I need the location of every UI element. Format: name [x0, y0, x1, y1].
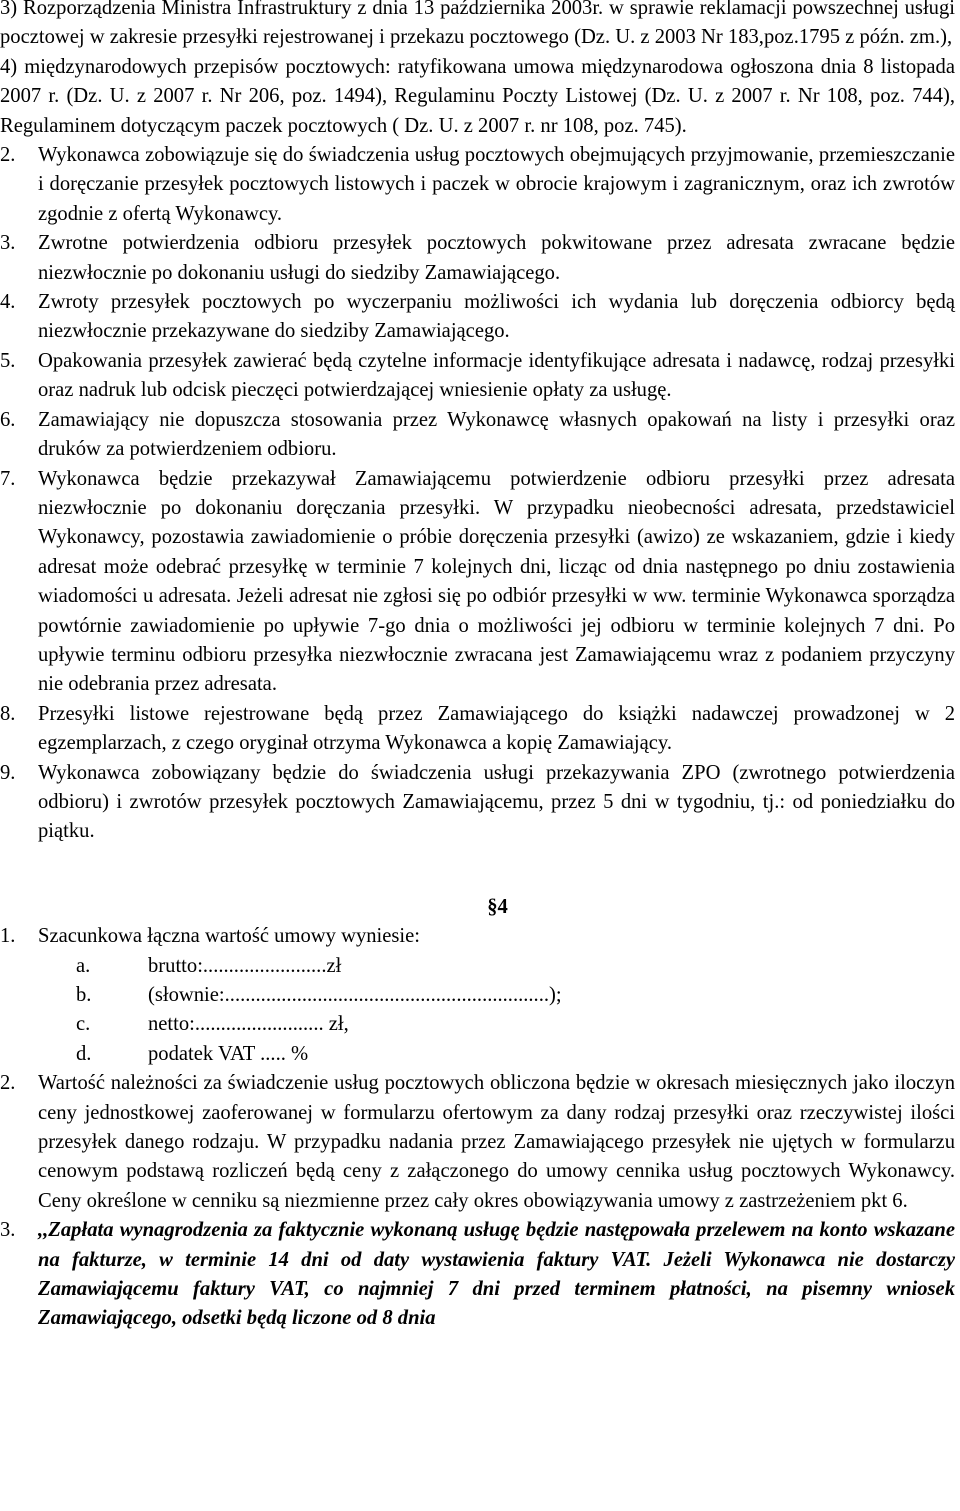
list-item	[0, 922, 955, 951]
list-item	[0, 1069, 955, 1216]
item-text: Zwrotne potwierdzenia odbioru przesyłek pocztowych pokwitowane przez adresata zwracane będzie niezwłocznie po dokonaniu usługi do siedziby Zamawiającego.	[38, 232, 955, 284]
sublist-item	[0, 1010, 955, 1039]
sublist-text: netto:......................... zł,	[148, 1013, 349, 1036]
item-number: 4.	[0, 291, 16, 314]
item-text: Wartość należności za świadczenie usług pocztowych obliczona będzie w okresach miesięcznych jako iloczyn ceny jednostkowej zaoferowanej w formularzu ofertowym za dany rodzaj przesyłki oraz rzeczywistej ilości przesyłek danego rodzaju. W przypadku nadania przez Zamawiającego przesyłek nie ujętych w formularzu cenowym podstawą rozliczeń będą ceny z załączonego do umowy cennika usług pocztowych Wykonawcy. Ceny określone w cenniku są niezmienne przez cały okres obowiązywania umowy z zastrzeżeniem pkt 6.	[38, 1072, 955, 1212]
list-item	[0, 347, 955, 406]
sublist-item	[0, 1040, 955, 1069]
item-text: Wykonawca zobowiązany będzie do świadczenia usługi przekazywania ZPO (zwrotnego potwierdzenia odbioru) i zwrotów przesyłek pocztowych Zamawiającemu, przez 5 dni w tygodniu, tj.: od poniedziałku do piątku.	[38, 761, 955, 843]
item-number: 1.	[0, 925, 16, 948]
section-spacer	[0, 847, 955, 893]
sublist-text: brutto:........................zł	[148, 954, 342, 977]
sublist-label: a.	[76, 954, 91, 977]
item-text: Zwroty przesyłek pocztowych po wyczerpaniu możliwości ich wydania lub doręczenia odbiorcy będą niezwłocznie przekazywane do siedziby Zamawiającego.	[38, 291, 955, 343]
list-item	[0, 141, 955, 229]
sublist-label: c.	[76, 1013, 91, 1036]
item-text-emphasis: ,,Zapłata wynagrodzenia za faktycznie wykonaną usługę będzie następowała przelewem na konto wskazane na fakturze, w terminie 14 dni od daty wystawienia faktury VAT. Jeżeli Wykonawca nie dostarczy Zamawiającemu faktury VAT, co najmniej 7 dni przed terminem płatności, na pisemny wniosek Zamawiającego, odsetki będą liczone od 8 dnia	[38, 1219, 955, 1330]
clause-list	[0, 141, 955, 847]
item-number: 3.	[0, 1219, 16, 1242]
item-number: 2.	[0, 1072, 16, 1095]
item-number: 9.	[0, 761, 16, 784]
list-item	[0, 465, 955, 700]
item-text: Wykonawca będzie przekazywał Zamawiającemu potwierdzenie odbioru przesyłki przez adresata niezwłocznie po dokonaniu doręczania przesyłki. W przypadku nieobecności adresata, przedstawiciel Wykonawcy, pozostawia zawiadomienie o próbie doręczenia przesyłki (awizo) ze wskazaniem, gdzie i kiedy adresat może odebrać przesyłkę w terminie 7 kolejnych dni, licząc od dnia następnego po dniu zostawienia wiadomości u adresata. Jeżeli adresat nie zgłosi się po odbiór przesyłki w ww. terminie Wykonawca sporządza powtórnie zawiadomienie po upływie 7-go dnia o możliwości jej odbioru w terminie kolejnych 7 dni. Po upływie terminu odbioru przesyłka niezwłocznie zwracana jest Zamawiającemu wraz z podaniem przyczyny nie odebrania przez adresata.	[38, 467, 955, 696]
item-text: Przesyłki listowe rejestrowane będą przez Zamawiającego do książki nadawczej prowadzonej w 2 egzemplarzach, z czego oryginał otrzyma Wykonawca a kopię Zamawiający.	[38, 702, 955, 755]
sublist-item	[0, 981, 955, 1010]
list-item	[0, 1216, 955, 1334]
item-number: 8.	[0, 702, 16, 725]
item-number: 3.	[0, 232, 16, 255]
list-item	[0, 288, 955, 347]
intro-paragraph-3: 3) Rozporządzenia Ministra Infrastruktury z dnia 13 października 2003r. w sprawie reklamacji powszechnej usługi pocztowej w zakresie przesyłki rejestrowanej i przekazu pocztowego (Dz. U. z 2003 Nr 183,poz.1795 z późn. zm.),	[0, 0, 955, 49]
sublist-label: d.	[76, 1042, 92, 1065]
item-number: 7.	[0, 467, 16, 490]
section-heading: §4	[487, 895, 508, 918]
sublist-text: (słownie:...............................................................);	[148, 983, 562, 1006]
item-text: Opakowania przesyłek zawierać będą czytelne informacje identyfikujące adresata i nadawcę, rodzaj przesyłki oraz nadruk lub odcisk pieczęci potwierdzającej wniesienie opłaty za usługę.	[38, 349, 955, 402]
item-number: 2.	[0, 144, 16, 167]
sublist-label: b.	[76, 983, 92, 1006]
list-item	[0, 229, 955, 288]
item-number: 6.	[0, 408, 16, 431]
value-sublist	[0, 952, 955, 1070]
item-text: Zamawiający nie dopuszcza stosowania przez Wykonawcę własnych opakowań na listy i przesyłki oraz druków za potwierdzeniem odbioru.	[38, 408, 955, 461]
item-text: Szacunkowa łączna wartość umowy wyniesie:	[38, 925, 420, 948]
list-item	[0, 759, 955, 847]
list-item	[0, 406, 955, 465]
sublist-item	[0, 952, 955, 981]
item-number: 5.	[0, 349, 16, 372]
item-text: Wykonawca zobowiązuje się do świadczenia usług pocztowych obejmujących przyjmowanie, przemieszczanie i doręczanie przesyłek pocztowych listowych i paczek w obrocie krajowym i zagranicznym, oraz ich zwrotów zgodnie z ofertą Wykonawcy.	[38, 144, 955, 225]
sublist-text: podatek VAT ..... %	[148, 1042, 309, 1065]
intro-paragraph-4: 4) międzynarodowych przepisów pocztowych: ratyfikowana umowa międzynarodowa ogłoszona dnia 8 listopada 2007 r. (Dz. U. z 2007 r. Nr 206, poz. 1494), Regulaminu Poczty Listowej (Dz. U. z 2007 r. Nr 108, poz. 744), Regulaminem dotyczącym paczek pocztowych ( Dz. U. z 2007 r. nr 108, poz. 745).	[0, 55, 955, 137]
list-item	[0, 700, 955, 759]
